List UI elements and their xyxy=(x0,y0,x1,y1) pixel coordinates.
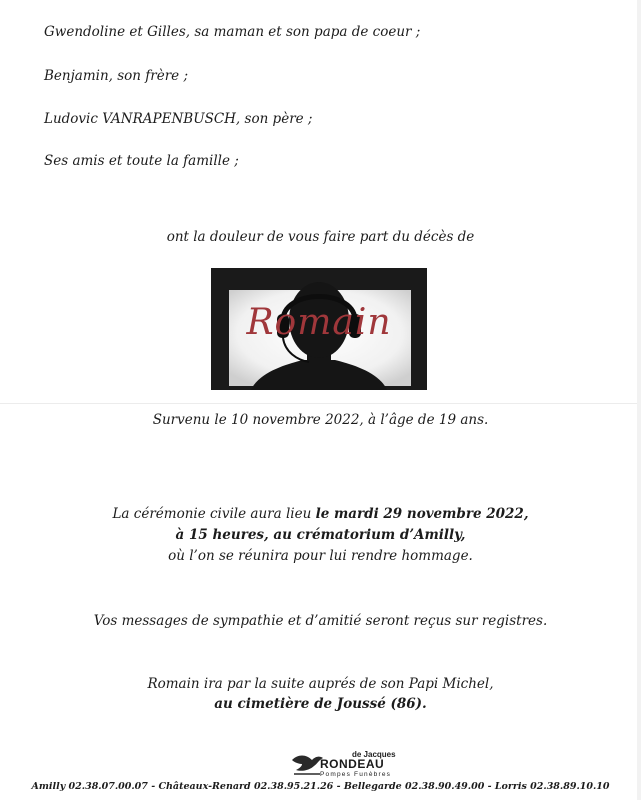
ceremony-intro-text: La cérémonie civile aura lieu xyxy=(112,506,316,522)
logo-small-text: de Jacques xyxy=(352,750,396,759)
page-fold-divider xyxy=(0,403,641,404)
family-line-parents: Gwendoline et Gilles, sa maman et son papa de coeur ; xyxy=(44,24,421,40)
portrait-image xyxy=(211,268,427,390)
contact-footer: Amilly 02.38.07.00.07 - Châteaux-Renard 02.38.95.21.26 - Bellegarde 02.38.90.49.00 - Lorris 02.38.89.10.10 xyxy=(31,781,610,792)
announcement-text: ont la douleur de vous faire part du décès de xyxy=(166,229,475,245)
death-notice: Survenu le 10 novembre 2022, à l’âge de 19 ans. xyxy=(152,412,489,428)
ceremony-date: le mardi 29 novembre 2022, xyxy=(315,506,529,522)
deceased-name: Romain xyxy=(246,302,392,343)
dove-icon xyxy=(290,750,324,780)
sympathy-messages: Vos messages de sympathie et d’amitié seront reçus sur registres. xyxy=(93,613,548,629)
family-line-father: Ludovic VANRAPENBUSCH, son père ; xyxy=(44,111,313,127)
family-line-friends: Ses amis et toute la famille ; xyxy=(44,153,239,169)
ceremony-gathering: où l’on se réunira pour lui rendre hommage. xyxy=(168,548,473,564)
logo-subtitle: Pompes Funèbres xyxy=(320,771,392,778)
ceremony-line-1 xyxy=(0,506,641,522)
family-line-brother: Benjamin, son frère ; xyxy=(44,68,188,84)
ceremony-time-place: à 15 heures, au crématorium d’Amilly, xyxy=(175,527,466,543)
logo-brand-name: RONDEAU xyxy=(320,757,385,771)
burial-line-1: Romain ira par la suite auprés de son Papi Michel, xyxy=(147,676,494,692)
burial-line-2: au cimetière de Joussé (86). xyxy=(214,696,427,712)
